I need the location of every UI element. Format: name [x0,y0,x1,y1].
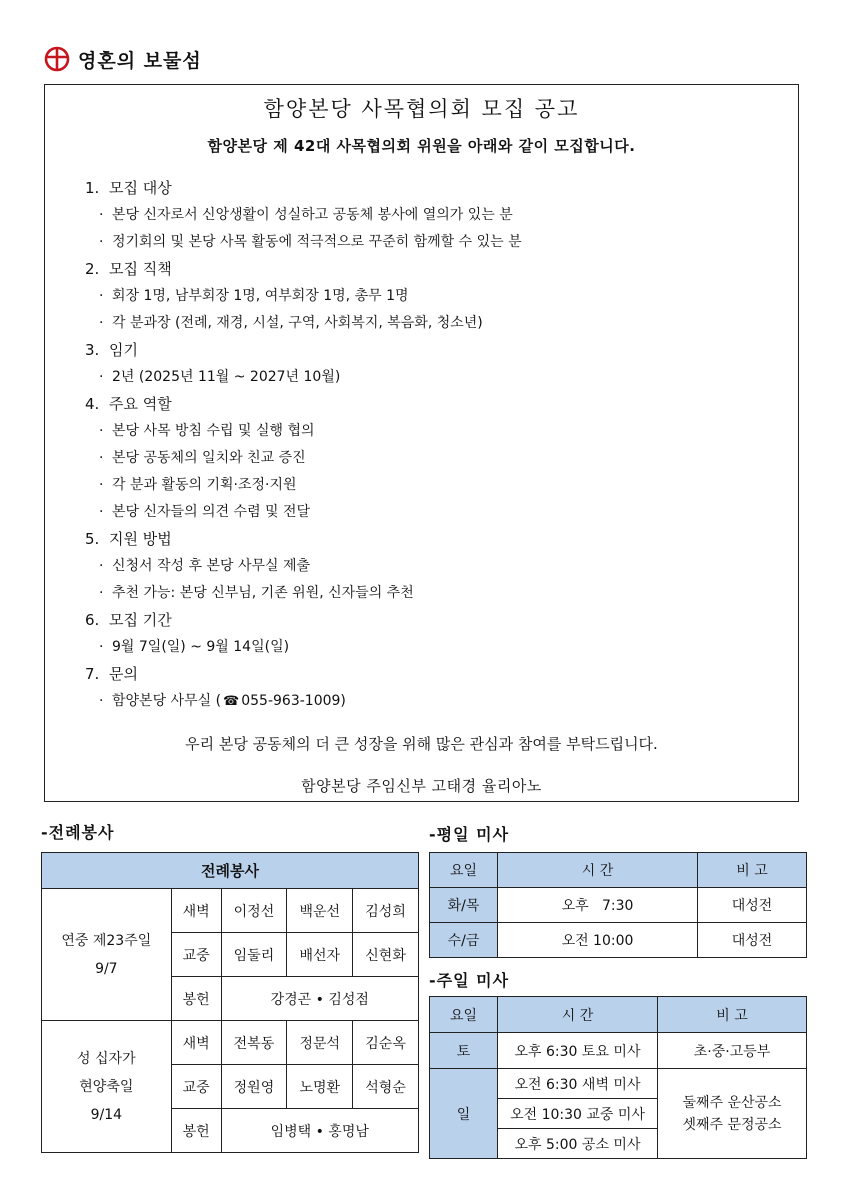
occasion-name: 연중 제23주일 [61,932,152,949]
name-cell: 김성희 [353,889,419,933]
item-text: 신청서 작성 후 본당 사무실 제출 [112,558,311,574]
note-line: 셋째주 문정공소 [682,1116,782,1133]
role-cell: 교중 [171,1065,221,1109]
liturgy-table-title: 전례봉사 [42,853,419,889]
section-item [85,580,788,607]
item-text: 본당 신자로서 신앙생활이 성실하고 공동체 봉사에 열의가 있는 분 [112,207,513,223]
section-number: 1. [85,179,100,197]
section-title: 모집 기간 [109,611,172,629]
section-heading [85,661,788,688]
header-time: 시 간 [498,997,658,1033]
occasion-date: 9/7 [95,960,118,977]
occasion-cell [42,1021,172,1153]
header-note: 비 고 [698,853,807,888]
section-heading [85,526,788,553]
bullet: · [99,639,104,655]
item-text: 정기회의 및 본당 사목 활동에 적극적으로 꾸준히 함께할 수 있는 분 [112,234,522,250]
section-title: 문의 [109,665,138,683]
section-number: 5. [85,530,100,548]
liturgy-section-title: -전례봉사 [41,823,115,842]
section-item [85,364,788,391]
section-title: 주요 역할 [109,395,172,413]
section-heading [85,256,788,283]
section-item [85,445,788,472]
item-text: 본당 사목 방침 수립 및 실행 협의 [112,423,315,439]
header-day: 요일 [430,853,498,888]
section-title: 지원 방법 [109,530,172,548]
header [44,44,202,74]
bullet: · [99,558,104,574]
section-item [85,499,788,526]
cross-circle-logo-icon [44,46,70,72]
section-title: 모집 대상 [109,179,172,197]
section-heading [85,391,788,418]
bullet: · [99,207,104,223]
role-cell: 교중 [171,933,221,977]
bullet: · [99,693,104,709]
time-cell: 오후 7:30 [498,888,698,923]
item-text: 본당 신자들의 의견 수렴 및 전달 [112,504,311,520]
name-cell: 이정선 [221,889,287,933]
section-item [85,229,788,256]
time-cell: 오후 5:00 공소 미사 [498,1129,658,1159]
header-note: 비 고 [658,997,807,1033]
time-cell: 오후 6:30 토요 미사 [498,1033,658,1069]
section-number: 2. [85,260,100,278]
bullet: · [99,234,104,250]
name-cell: 석형순 [353,1065,419,1109]
section-item [85,418,788,445]
header-time: 시 간 [498,853,698,888]
note-cell: 대성전 [698,888,807,923]
weekday-mass-table [429,852,807,958]
section-title: 모집 직책 [109,260,172,278]
header-day: 요일 [430,997,498,1033]
liturgy-table [41,852,419,1153]
day-cell: 화/목 [430,888,498,923]
occasion-date: 9/14 [90,1106,123,1123]
section-item [85,283,788,310]
section-number: 4. [85,395,100,413]
name-cell: 임둘리 [221,933,287,977]
item-text: 각 분과 활동의 기획·조정·지원 [112,477,297,493]
sunday-mass-title: -주일 미사 [429,971,510,990]
note-cell: 초·중·고등부 [658,1033,807,1069]
bullet: · [99,504,104,520]
item-text: 추천 가능: 본당 신부님, 기존 위원, 신자들의 추천 [112,585,414,601]
name-cell: 배선자 [287,933,353,977]
time-cell: 오전 6:30 새벽 미사 [498,1069,658,1099]
notice-intro: 함양본당 제 42대 사목협의회 위원을 아래와 같이 모집합니다. [207,137,636,155]
day-cell: 수/금 [430,923,498,958]
recruitment-notice [44,84,799,802]
section-number: 3. [85,341,100,359]
role-cell: 새벽 [171,889,221,933]
section-heading [85,337,788,364]
day-cell: 토 [430,1033,498,1069]
section-item [85,634,788,661]
time-cell: 오전 10:00 [498,923,698,958]
bullet: · [99,450,104,466]
bullet: · [99,477,104,493]
name-cell: 전복동 [221,1021,287,1065]
role-cell: 새벽 [171,1021,221,1065]
offering-names: 강경곤 • 김성점 [221,977,418,1021]
section-item [85,202,788,229]
occasion-cell [42,889,172,1021]
header-title: 영혼의 보물섬 [78,49,202,72]
note-cell: 대성전 [698,923,807,958]
section-item [85,310,788,337]
bullet: · [99,423,104,439]
section-heading [85,175,788,202]
notice-signature: 함양본당 주임신부 고태경 율리아노 [301,777,542,795]
bullet: · [99,315,104,331]
item-text: 2년 (2025년 11월 ~ 2027년 10월) [112,369,341,385]
name-cell: 노명환 [287,1065,353,1109]
day-cell: 일 [430,1069,498,1159]
occasion-name-2: 현양축일 [79,1078,134,1095]
section-number: 7. [85,665,100,683]
item-text: 회장 1명, 남부회장 1명, 여부회장 1명, 총무 1명 [112,288,409,304]
note-line: 둘째주 운산공소 [682,1094,782,1111]
section-item [85,472,788,499]
role-cell: 봉헌 [171,977,221,1021]
bullet: · [99,585,104,601]
notice-title: 함양본당 사목협의회 모집 공고 [263,97,580,121]
name-cell: 김순옥 [353,1021,419,1065]
name-cell: 신현화 [353,933,419,977]
section-number: 6. [85,611,100,629]
sunday-mass-table [429,996,807,1159]
name-cell: 백운선 [287,889,353,933]
name-cell: 정원영 [221,1065,287,1109]
notice-sections [85,175,788,715]
time-cell: 오전 10:30 교중 미사 [498,1099,658,1129]
contact-name: 함양본당 사무실 ( [112,693,222,709]
role-cell: 봉헌 [171,1109,221,1153]
contact-phone[interactable]: 055-963-1009) [241,693,346,709]
section-item [85,553,788,580]
weekday-mass-title: -평일 미사 [429,825,510,844]
contact-item [85,688,788,715]
notice-closing: 우리 본당 공동체의 더 큰 성장을 위해 많은 관심과 참여를 부탁드립니다. [185,735,658,753]
bullet: · [99,288,104,304]
section-title: 임기 [109,341,138,359]
note-cell [658,1069,807,1159]
telephone-icon: ☎ [223,694,240,709]
bullet: · [99,369,104,385]
item-text: 각 분과장 (전례, 재경, 시설, 구역, 사회복지, 복음화, 청소년) [112,315,483,331]
name-cell: 정문석 [287,1021,353,1065]
occasion-name: 성 십자가 [77,1050,136,1067]
item-text: 본당 공동체의 일치와 친교 증진 [112,450,306,466]
section-heading [85,607,788,634]
item-text: 9월 7일(일) ~ 9월 14일(일) [112,639,290,655]
offering-names: 임병택 • 홍명남 [221,1109,418,1153]
